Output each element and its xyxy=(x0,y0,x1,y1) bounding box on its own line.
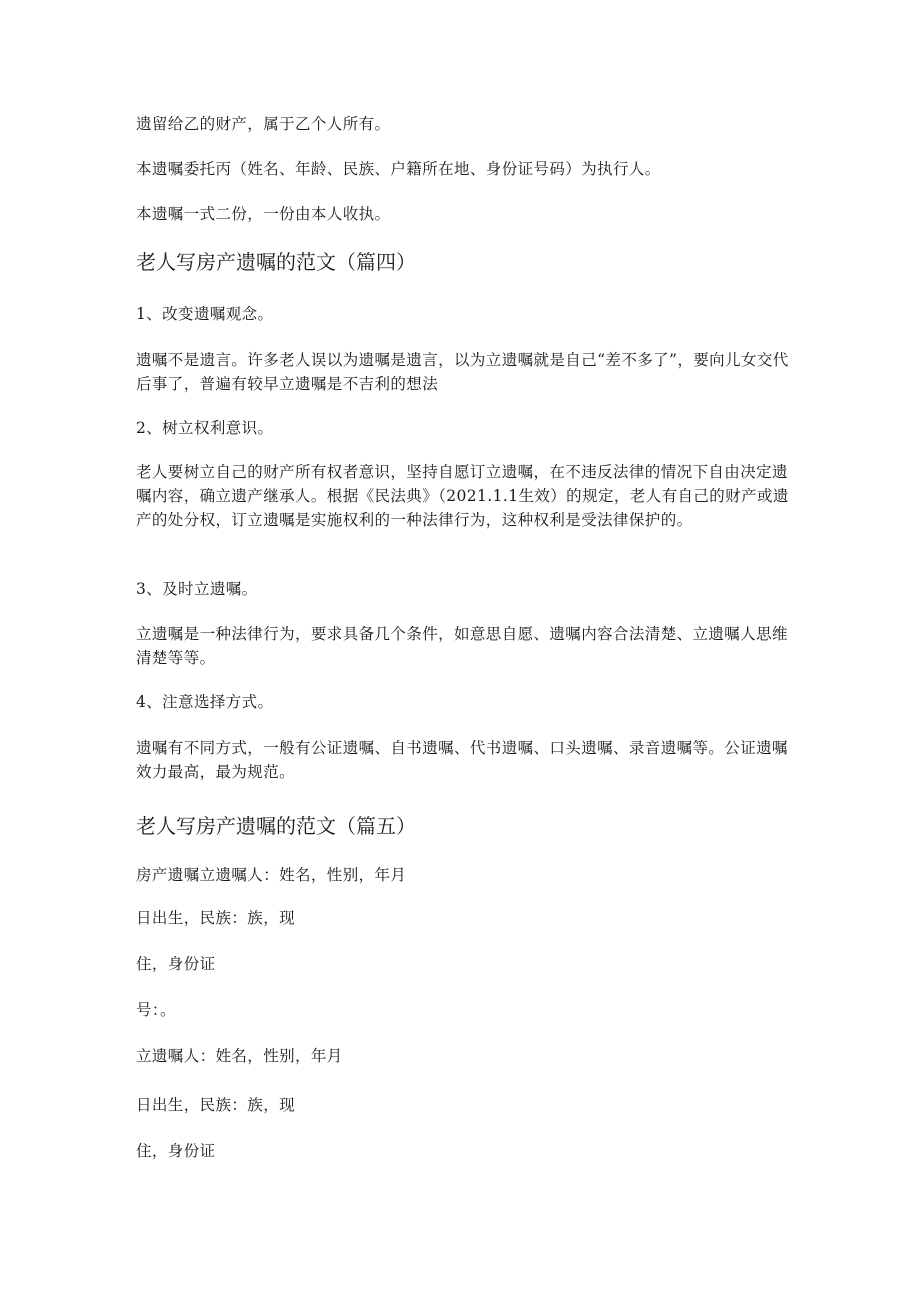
paragraph: 老人要树立自己的财产所有权者意识，坚持自愿订立遗嘱，在不违反法律的情况下自由决定遗嘱内容，确立遗产继承人。根据《民法典》（2021.1.1生效）的规定，老人有自己的财产或遗产的处分权，订立遗嘱是实施权利的一种法律行为，这种权利是受法律保护的。 xyxy=(136,463,789,529)
paragraph: 4、注意选择方式。 xyxy=(136,693,274,711)
paragraph: 遗嘱不是遗言。许多老人误以为遗嘱是遗言，以为立遗嘱就是自己“差不多了”，要向儿女交代后事了，普遍有较早立遗嘱是不吉利的想法 xyxy=(136,351,789,393)
paragraph: 本遗嘱一式二份，一份由本人收执。 xyxy=(136,205,391,223)
paragraph: 2、树立权利意识。 xyxy=(136,419,274,437)
paragraph: 遗留给乙的财产，属于乙个人所有。 xyxy=(136,115,391,133)
paragraph: 日出生，民族：族，现 xyxy=(136,909,296,927)
paragraph: 遗嘱有不同方式，一般有公证遗嘱、自书遗嘱、代书遗嘱、口头遗嘱、录音遗嘱等。公证遗嘱效力最高，最为规范。 xyxy=(136,739,788,781)
paragraph: 房产遗嘱立遗嘱人：姓名，性别，年月 xyxy=(136,866,407,884)
paragraph: 立遗嘱是一种法律行为，要求具备几个条件，如意思自愿、遗嘱内容合法清楚、立遗嘱人思维清楚等等。 xyxy=(136,625,788,667)
paragraph: 1、改变遗嘱观念。 xyxy=(136,305,274,323)
paragraph: 本遗嘱委托丙（姓名、年龄、民族、户籍所在地、身份证号码）为执行人。 xyxy=(136,160,661,178)
section-heading: 老人写房产遗嘱的范文（篇五） xyxy=(136,814,416,838)
paragraph: 日出生，民族：族，现 xyxy=(136,1096,296,1114)
paragraph: 住，身份证 xyxy=(136,1142,216,1160)
paragraph: 号：。 xyxy=(136,1001,176,1019)
section-heading: 老人写房产遗嘱的范文（篇四） xyxy=(136,250,416,274)
paragraph: 3、及时立遗嘱。 xyxy=(136,580,258,598)
paragraph: 住，身份证 xyxy=(136,955,216,973)
paragraph: 立遗嘱人：姓名，性别，年月 xyxy=(136,1047,343,1065)
